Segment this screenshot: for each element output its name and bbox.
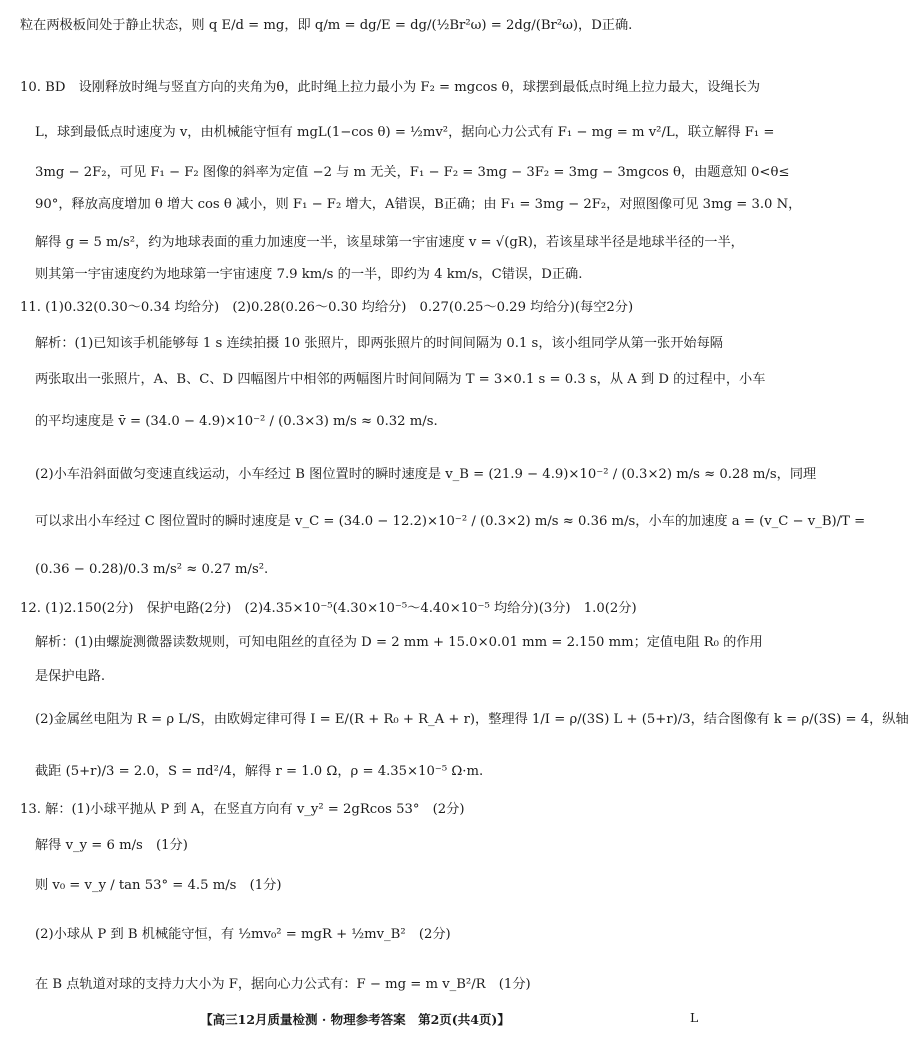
- text-line: 则其第一宇宙速度约为地球第一宇宙速度 7.9 km/s 的一半，即约为 4 km/s，C错误，D正确.: [35, 267, 583, 282]
- text-line: 解得 g = 5 m/s²，约为地球表面的重力加速度一半，该星球第一宇宙速度 v = √(gR)，若该星球半径是地球半径的一半，: [35, 235, 744, 250]
- text-line: 解析：(1)已知该手机能够每 1 s 连续拍摄 10 张照片，即两张照片的时间间隔为 0.1 s，该小组同学从第一张开始每隔: [35, 336, 723, 351]
- text-line: 解得 v_y = 6 m/s (1分): [35, 838, 188, 853]
- text-line: 3mg − 2F₂，可见 F₁ − F₂ 图像的斜率为定值 −2 与 m 无关，F₁ − F₂ = 3mg − 3F₂ = 3mg − 3mgcos θ，由题意知 0<θ≤: [35, 165, 790, 180]
- text-line: 11. (1)0.32(0.30～0.34 均给分) (2)0.28(0.26～0.30 均给分) 0.27(0.25～0.29 均给分)(每空2分): [20, 300, 634, 315]
- text-line: 13. 解：(1)小球平抛从 P 到 A，在竖直方向有 v_y² = 2gRcos 53° (2分): [20, 802, 465, 817]
- text-line: 10. BD 设刚释放时绳与竖直方向的夹角为θ，此时绳上拉力最小为 F₂ = mgcos θ，球摆到最低点时绳上拉力最大，设绳长为: [20, 80, 761, 95]
- footer-mark: L: [690, 1010, 699, 1025]
- text-line: (0.36 − 0.28)/0.3 m/s² ≈ 0.27 m/s².: [35, 562, 269, 577]
- text-line: 在 B 点轨道对球的支持力大小为 F，据向心力公式有：F − mg = m v_B²/R (1分): [35, 977, 531, 992]
- text-line: 解析：(1)由螺旋测微器读数规则，可知电阻丝的直径为 D = 2 mm + 15.0×0.01 mm = 2.150 mm；定值电阻 R₀ 的作用: [35, 635, 763, 650]
- footer-title: 【高三12月质量检测 · 物理参考答案 第2页(共4页)】: [200, 1012, 510, 1027]
- text-line: 的平均速度是 v̄ = (34.0 − 4.9)×10⁻² / (0.3×3) m/s ≈ 0.32 m/s.: [35, 414, 438, 429]
- text-line: 可以求出小车经过 C 图位置时的瞬时速度是 v_C = (34.0 − 12.2)×10⁻² / (0.3×2) m/s ≈ 0.36 m/s，小车的加速度 a = (v_C − v_B)/T =: [35, 514, 866, 529]
- text-line: (2)金属丝电阻为 R = ρ L/S，由欧姆定律可得 I = E/(R + R₀ + R_A + r)，整理得 1/I = ρ/(3S) L + (5+r)/3，结合图像有 k = ρ/(3S) = 4，纵轴: [35, 712, 909, 727]
- text-line: 12. (1)2.150(2分) 保护电路(2分) (2)4.35×10⁻⁵(4.30×10⁻⁵～4.40×10⁻⁵ 均给分)(3分) 1.0(2分): [20, 601, 637, 616]
- text-line: (2)小球从 P 到 B 机械能守恒，有 ½mv₀² = mgR + ½mv_B² (2分): [35, 927, 451, 942]
- text-line: L，球到最低点时速度为 v，由机械能守恒有 mgL(1−cos θ) = ½mv²，据向心力公式有 F₁ − mg = m v²/L，联立解得 F₁ =: [35, 125, 775, 140]
- text-line: 是保护电路.: [35, 669, 106, 684]
- text-line: 两张取出一张照片，A、B、C、D 四幅图片中相邻的两幅图片时间间隔为 T = 3×0.1 s = 0.3 s，从 A 到 D 的过程中，小车: [35, 372, 766, 387]
- text-line: 则 v₀ = v_y / tan 53° = 4.5 m/s (1分): [35, 878, 282, 893]
- text-line: 90°，释放高度增加 θ 增大 cos θ 减小，则 F₁ − F₂ 增大，A错误，B正确；由 F₁ = 3mg − 2F₂，对照图像可见 3mg = 3.0 N，: [35, 197, 802, 212]
- text-line: 截距 (5+r)/3 = 2.0，S = πd²/4，解得 r = 1.0 Ω，ρ = 4.35×10⁻⁵ Ω·m.: [35, 764, 484, 779]
- text-line: (2)小车沿斜面做匀变速直线运动，小车经过 B 图位置时的瞬时速度是 v_B = (21.9 − 4.9)×10⁻² / (0.3×2) m/s ≈ 0.28 m/s，同理: [35, 467, 817, 482]
- text-line: 粒在两极板间处于静止状态，则 q E/d = mg，即 q/m = dg/E = dg/(½Br²ω) = 2dg/(Br²ω)，D正确.: [20, 18, 633, 33]
